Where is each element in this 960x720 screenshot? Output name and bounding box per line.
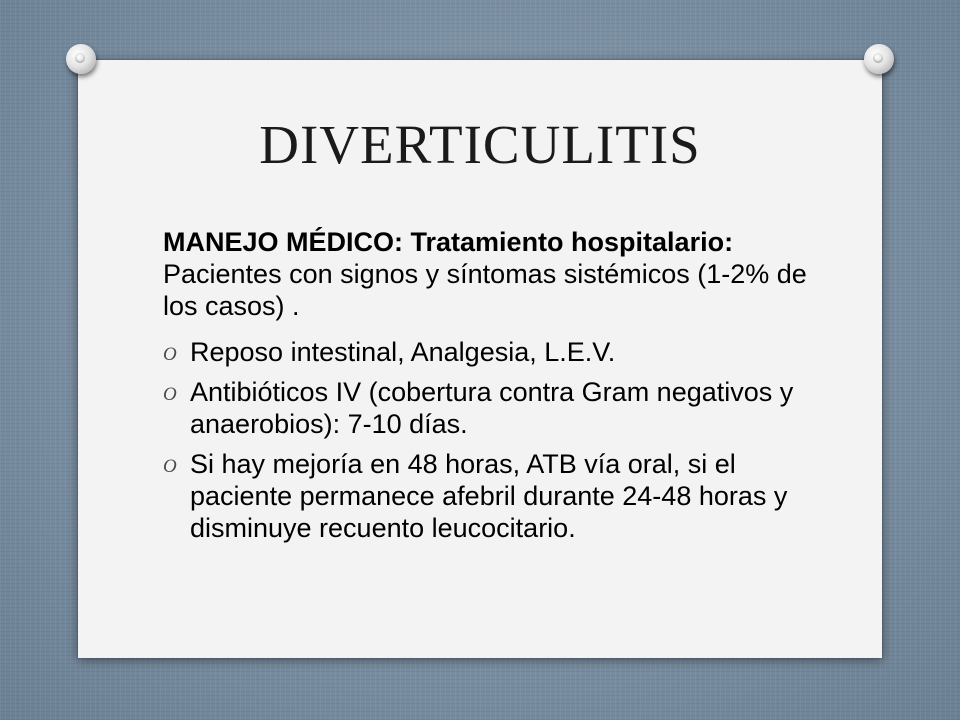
pushpin-icon xyxy=(66,44,96,74)
bullet-text: Si hay mejoría en 48 horas, ATB vía oral, si el paciente permanece afebril durante 24-48 horas y disminuye recuento leucocitario. xyxy=(190,449,788,543)
intro-bold-lead: MANEJO MÉDICO: Tratamiento hospitalario: xyxy=(163,227,734,257)
bullet-item xyxy=(163,336,813,368)
bullet-list xyxy=(163,336,813,544)
slide-title: DIVERTICULITIS xyxy=(259,114,701,175)
bullet-marker-icon: O xyxy=(163,344,177,365)
bullet-item xyxy=(163,448,813,544)
intro-text: Pacientes con signos y síntomas sistémicos (1-2% de los casos) . xyxy=(163,259,807,321)
slide-body xyxy=(163,226,813,552)
bullet-marker-icon: O xyxy=(163,384,177,405)
bullet-text: Antibióticos IV (cobertura contra Gram negativos y anaerobios): 7-10 días. xyxy=(190,377,794,439)
bullet-marker-icon: O xyxy=(163,456,177,477)
intro-paragraph xyxy=(163,226,813,322)
bullet-text: Reposo intestinal, Analgesia, L.E.V. xyxy=(190,337,616,367)
pushpin-icon xyxy=(864,44,894,74)
bullet-item xyxy=(163,376,813,440)
